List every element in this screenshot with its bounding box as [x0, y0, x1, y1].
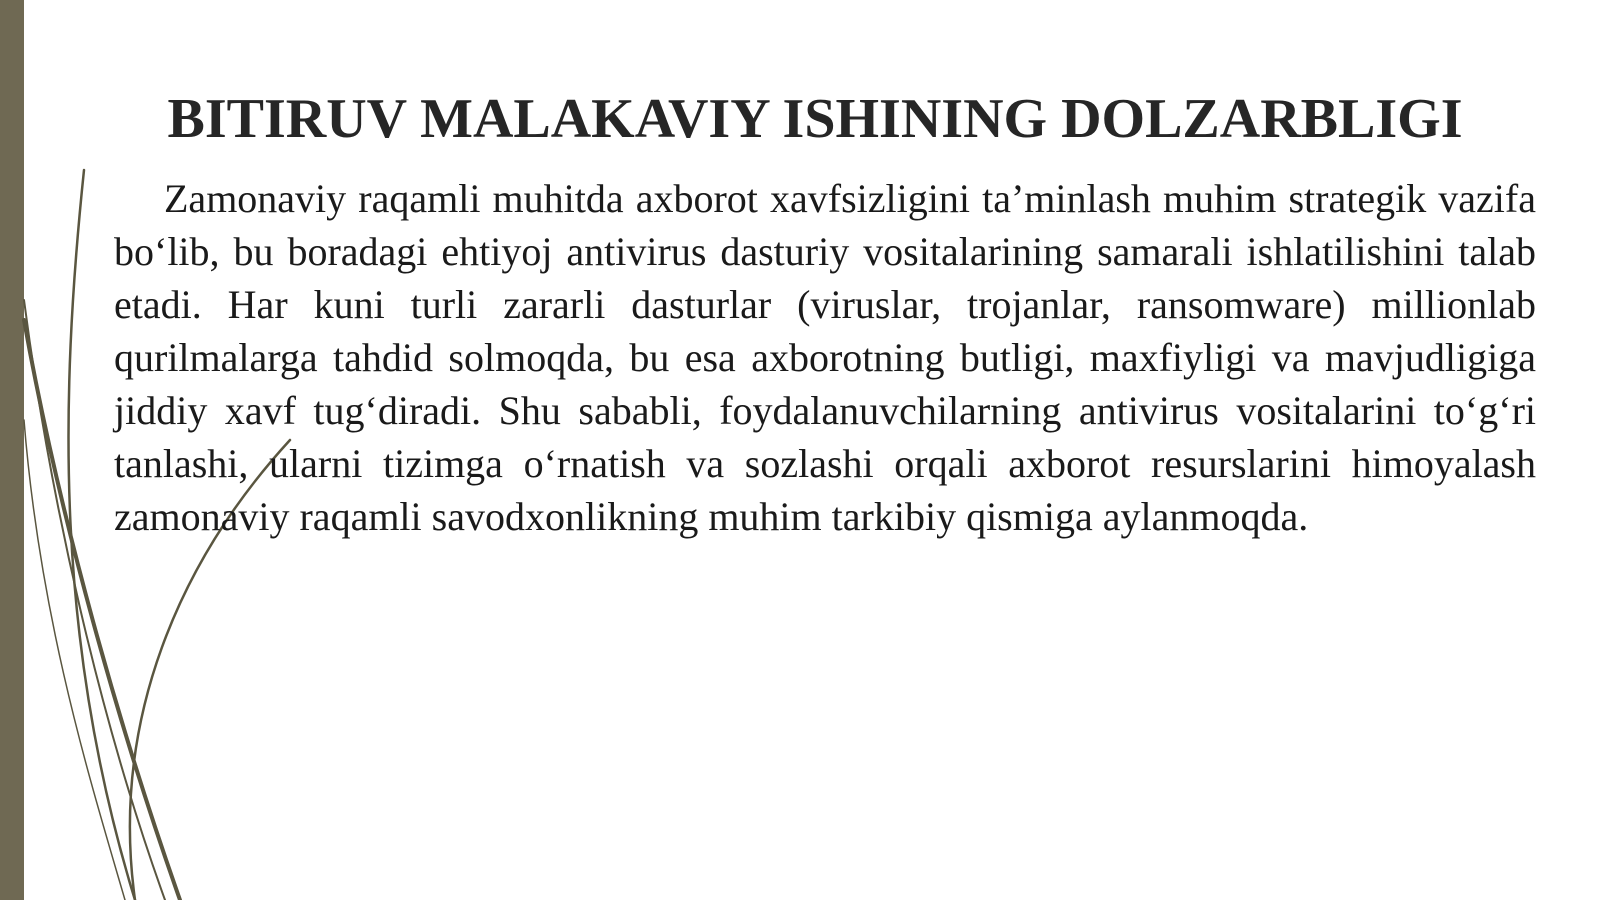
slide-title: BITIRUV MALAKAVIY ISHINING DOLZARBLIGI [167, 88, 1463, 150]
slide-body-paragraph: Zamonaviy raqamli muhitda axborot xavfsizligini ta’minlash muhim strategik vazifa bo‘lib, bu boradagi ehtiyoj antivirus dasturiy vositalarining samarali ishlatilishini talab etadi. Har kuni turli zararli dasturlar (viruslar, trojanlar, ransomware) millionlab qurilmalarga tahdid solmoqda, bu esa axborotning butligi, maxfiyligi va mavjudligiga jiddiy xavf tug‘diradi. Shu sababli, foydalanuvchilarning antivirus vositalarini to‘g‘ri tanlashi, ularni tizimga o‘rnatish va sozlashi orqali axborot resurslarini himoyalash zamonaviy raqamli savodxonlikning muhim tarkibiy qismiga aylanmoqda. [114, 176, 1536, 539]
decor-curve-5 [24, 420, 125, 900]
accent-bar [0, 0, 24, 900]
